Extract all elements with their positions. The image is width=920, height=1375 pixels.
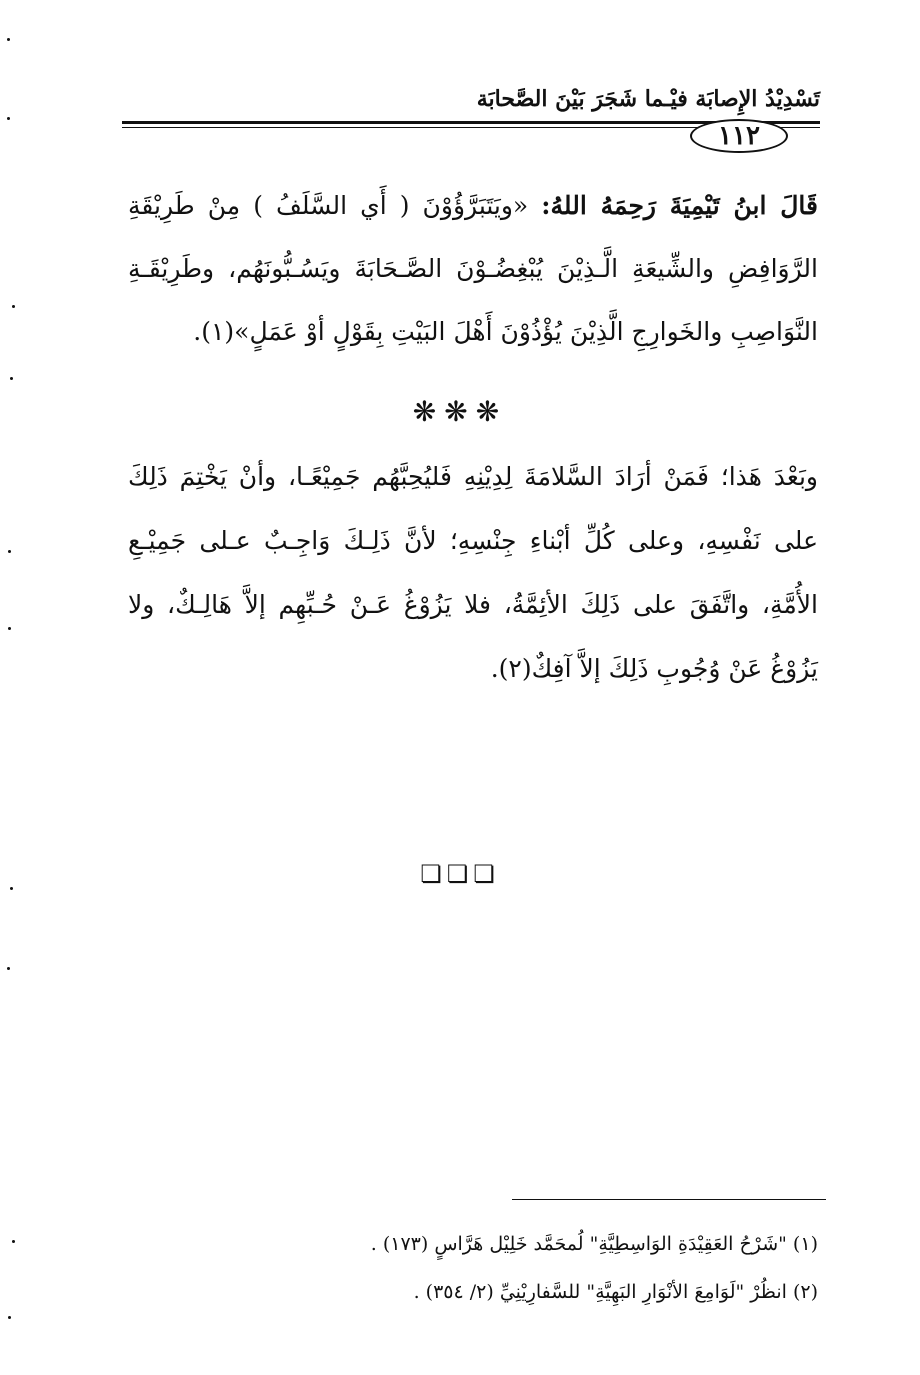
margin-speck — [8, 627, 11, 630]
chapter-end-marks: ❏❏❏ — [420, 860, 500, 888]
quote-body: «ويَتَبَرَّؤُوْنَ ( أَي السَّلَفُ ) مِنْ طَرِيْقَةِ الرَّوَافِضِ والشِّيعَةِ الَّـذِيْنَ يُبْغِضُـوْنَ الصَّـحَابَةَ ويَسُـبُّونَهُم، وطَرِيْقَـةِ النَّوَاصِبِ والخَوارِجِ الَّذِيْنَ يُؤْذُوْنَ أَهْلَ البَيْتِ بِقَوْلٍ أوْ عَمَلٍ»(١). — [128, 191, 818, 346]
page-header — [122, 82, 820, 152]
margin-speck — [8, 1316, 11, 1319]
footnote-2: (٢) انظُرْ "لَوَامِعَ الأنْوَارِ البَهِيَّةِ" للسَّفارِيْنِيِّ (٢/ ٣٥٤) . — [413, 1281, 818, 1303]
quote-text — [128, 174, 818, 363]
margin-speck — [7, 38, 10, 41]
conclusion-paragraph — [128, 445, 818, 701]
margin-speck — [7, 967, 10, 970]
conclusion-text: وبَعْدَ هَذا؛ فَمَنْ أرَادَ السَّلامَةَ لِدِيْنِهِ فَليُحِبَّهُم جَمِيْعًـا، وأنْ يَخْتِمَ ذَلِكَ على نَفْسِهِ، وعلى كُلِّ أبْناءِ جِنْسِهِ؛ لأنَّ ذَلِـكَ وَاجِـبٌ عـلى جَمِيْـعِ الأُمَّةِ، واتَّفَقَ على ذَلِكَ الأئِمَّةُ، فلا يَزُوْغُ عَـنْ حُـبِّهِم إلاَّ هَالِـكٌ، ولا يَزُوْغُ عَنْ وُجُوبِ ذَلِكَ إلاَّ آفِكٌ(٢). — [128, 462, 818, 683]
footnotes — [128, 1220, 818, 1316]
page-number: ١١٢ — [690, 119, 788, 153]
quote-paragraph — [128, 174, 818, 363]
quote-speaker: قَالَ ابنُ تَيْمِيَةَ رَحِمَهُ اللهُ: — [541, 191, 818, 220]
margin-speck — [12, 1240, 15, 1243]
margin-speck — [10, 377, 13, 380]
footnote-divider — [512, 1199, 826, 1200]
margin-speck — [7, 117, 10, 120]
footnote-1: (١) "شَرْحُ العَقِيْدَةِ الوَاسِطِيَّةِ" لُمحَمَّد خَلِيْل هَرَّاسٍ (١٧٣) . — [370, 1233, 818, 1255]
margin-speck — [8, 550, 11, 553]
running-title: تَسْدِيْدُ الإِصابَة فيْـما شَجَرَ بَيْنَ الصَّحابَة — [476, 86, 820, 112]
section-separator: ❋❋❋ — [412, 395, 508, 428]
margin-speck — [10, 887, 13, 890]
margin-speck — [12, 305, 15, 308]
